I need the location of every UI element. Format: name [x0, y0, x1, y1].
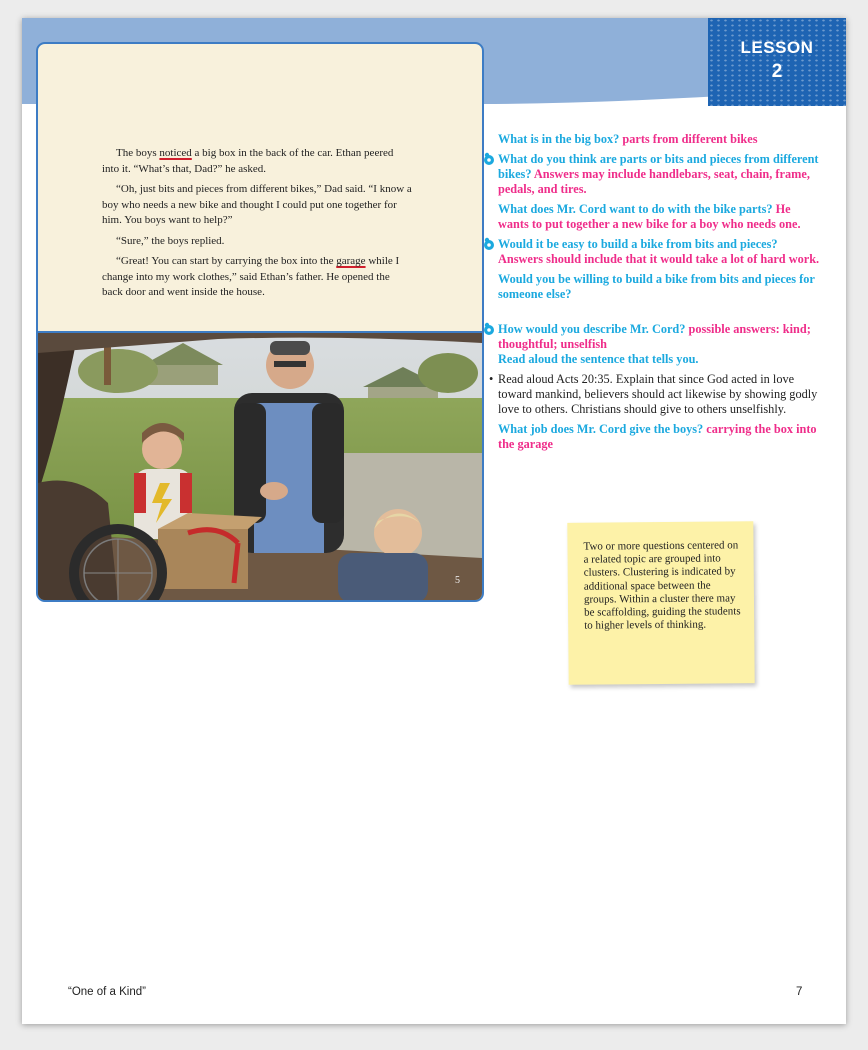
answer-text: parts from different bikes [619, 132, 758, 146]
question-text: Read aloud the sentence that tells you. [498, 352, 699, 366]
instruction-text: Read aloud Acts 20:35. Explain that since God acted in love toward mankind, believers should act likewise by showing godly love to others. Christians should give to others unselfishly. [498, 372, 818, 416]
question-text: What do you think are parts or bits and pieces from different bikes? [498, 152, 819, 181]
story-paragraph: “Sure,” the boys replied. [116, 234, 225, 247]
bullet-icon: • [489, 372, 494, 386]
question-item [498, 202, 820, 232]
footer-story-title: “One of a Kind” [68, 986, 146, 998]
vocab-word-garage: garage [336, 255, 366, 267]
story-text-span: while I change into my work clothes,” said Ethan’s father. He opened the back door and went inside the house. [102, 255, 400, 298]
sticky-note-text: Two or more questions centered on a related topic are grouped into clusters. Clustering is indicated by additional space between the groups. Within a cluster there may be scaffolding, guiding the students to higher levels of thinking. [583, 539, 741, 632]
answer-text: Answers should include that it would take a lot of hard work. [498, 252, 820, 266]
story-text-span: a big box in the back of the car. Ethan peered into it. “What’s that, Dad?” he asked. [102, 147, 394, 175]
story-illustration [38, 331, 482, 602]
higher-thinking-icon [482, 322, 496, 336]
answer-text: Answers may include handlebars, seat, chain, frame, pedals, and tires. [498, 167, 810, 196]
footer-page-number: 7 [796, 986, 803, 998]
question-text: How would you describe Mr. Cord? [498, 322, 686, 336]
lesson-number: 2 [771, 61, 783, 82]
sticky-note [567, 521, 754, 685]
student-book-page [36, 42, 484, 602]
question-item [498, 322, 820, 367]
answer-text: He wants to put together a new bike for a boy who needs one. [498, 202, 801, 231]
lesson-tab [708, 18, 846, 106]
question-text: What job does Mr. Cord give the boys? [498, 422, 704, 436]
higher-thinking-icon [482, 152, 496, 166]
answer-text: possible answers: kind; thoughtful; unselfish [498, 322, 811, 351]
story-paragraph [102, 146, 412, 177]
lesson-label: LESSON [740, 38, 814, 57]
vocab-word-noticed: noticed [159, 147, 192, 159]
question-text: What does Mr. Cord want to do with the bike parts? [498, 202, 773, 216]
question-item [498, 272, 820, 302]
story-text-span: “Great! You can start by carrying the box into the [116, 255, 337, 267]
question-text: Would it be easy to build a bike from bits and pieces? [498, 237, 778, 251]
book-page-number: 5 [455, 575, 460, 586]
question-item [498, 152, 820, 197]
question-item [498, 237, 820, 267]
answer-text: carrying the box into the garage [498, 422, 817, 451]
story-paragraph: “Oh, just bits and pieces from different bikes,” Dad said. “I know a boy who needs a new bike and thought I could put one together for him. You boys want to help?” [102, 183, 412, 226]
higher-thinking-icon [482, 237, 496, 251]
question-text: What is in the big box? [498, 132, 620, 146]
story-text-span: The boys [116, 147, 160, 159]
discussion-questions [489, 132, 820, 452]
question-text: Would you be willing to build a bike from bits and pieces for someone else? [498, 272, 815, 301]
teacher-instruction [489, 372, 820, 417]
teacher-edition-page [22, 18, 846, 1024]
question-item [498, 132, 820, 147]
story-text [102, 146, 412, 306]
story-paragraph [102, 254, 412, 301]
question-item [498, 422, 820, 452]
